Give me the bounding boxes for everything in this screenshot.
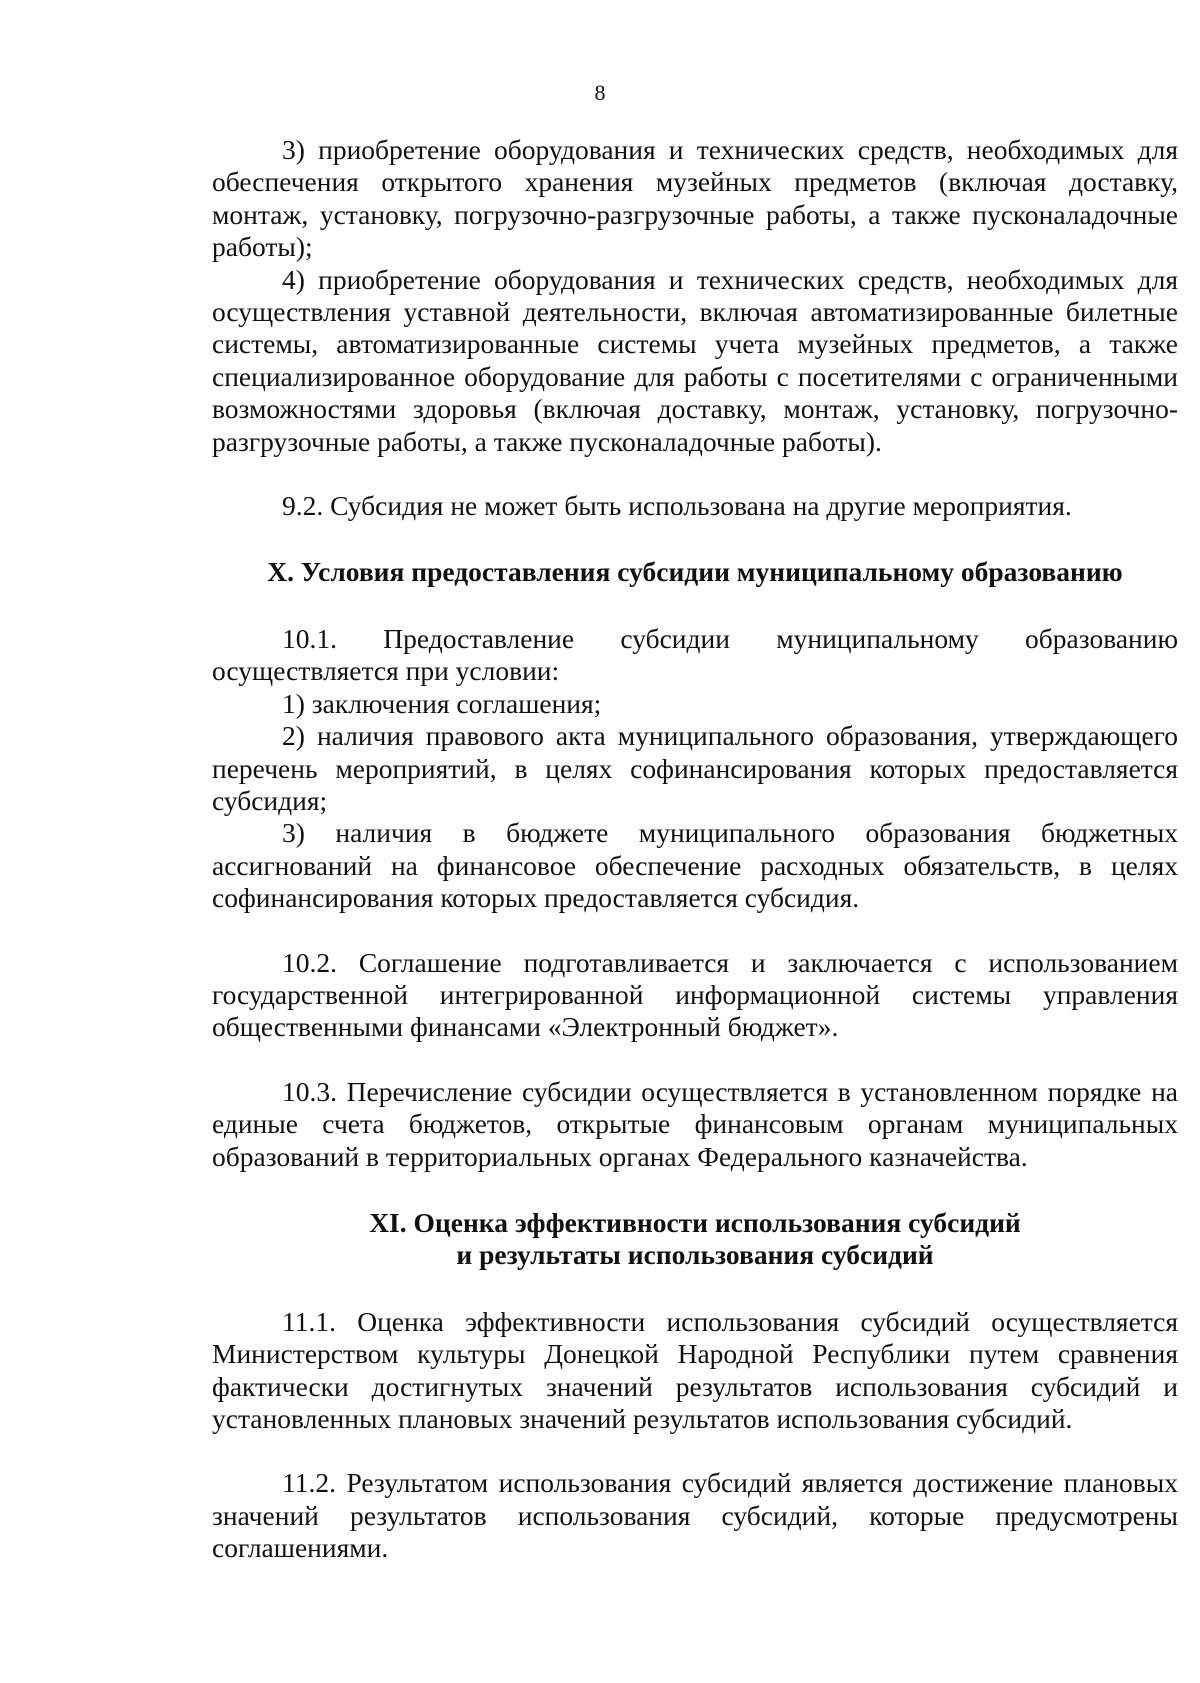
paragraph: 2) наличия правового акта муниципального образования, утверждающего перечень мероприятий, в целях софинансирования которых предоставляется субсидия; xyxy=(212,720,1178,816)
paragraph: 11.1. Оценка эффективности использования субсидий осуществляется Министерством культуры Донецкой Народной Республики путем сравнения фактически достигнутых значений результатов использования субсидий и установленных плановых значений результатов использования субсидий. xyxy=(212,1305,1178,1434)
paragraph: 9.2. Субсидия не может быть использована на другие мероприятия. xyxy=(282,490,1072,522)
section-heading-line: X. Условия предоставления субсидии муниципальному образованию xyxy=(267,556,1123,588)
paragraph: 10.3. Перечисление субсидии осуществляется в установленном порядке на единые счета бюджетов, открытые финансовым органам муниципальных образований в территориальных органах Федерального казначейства. xyxy=(212,1075,1178,1172)
paragraph: 3) приобретение оборудования и технических средств, необходимых для обеспечения открытого хранения музейных предметов (включая доставку, монтаж, установку, погрузочно-разгрузочные работы, а также пусконаладочные работы); xyxy=(212,134,1178,263)
paragraph: 4) приобретение оборудования и технических средств, необходимых для осуществления уставной деятельности, включая автоматизированные билетные системы, автоматизированные системы учета музейных предметов, а также специализированное оборудование для работы с посетителями с ограниченными возможностями здоровья (включая доставку, монтаж, установку, погрузочно-разгрузочные работы, а также пусконаладочные работы). xyxy=(212,263,1178,457)
section-heading xyxy=(212,556,1178,588)
page-number: 8 xyxy=(594,80,606,105)
section-heading-line: и результаты использования субсидий xyxy=(456,1239,934,1271)
document-body xyxy=(212,134,1178,1565)
paragraph: 1) заключения соглашения; xyxy=(282,687,602,719)
paragraph: 11.2. Результатом использования субсидий является достижение плановых значений результатов использования субсидий, которые предусмотрены соглашениями. xyxy=(212,1467,1178,1564)
paragraph: 3) наличия в бюджете муниципального образования бюджетных ассигнований на финансовое обеспечение расходных обязательств, в целях софинансирования которых предоставляется субсидия. xyxy=(212,817,1178,914)
section-heading-line: XI. Оценка эффективности использования субсидий xyxy=(369,1206,1021,1238)
section-heading xyxy=(212,1207,1178,1272)
paragraph: 10.1. Предоставление субсидии муниципальному образованию осуществляется при условии: xyxy=(212,622,1178,687)
paragraph: 10.2. Соглашение подготавливается и заключается с использованием государственной интегрированной информационной системы управления общественными финансами «Электронный бюджет». xyxy=(212,946,1178,1043)
